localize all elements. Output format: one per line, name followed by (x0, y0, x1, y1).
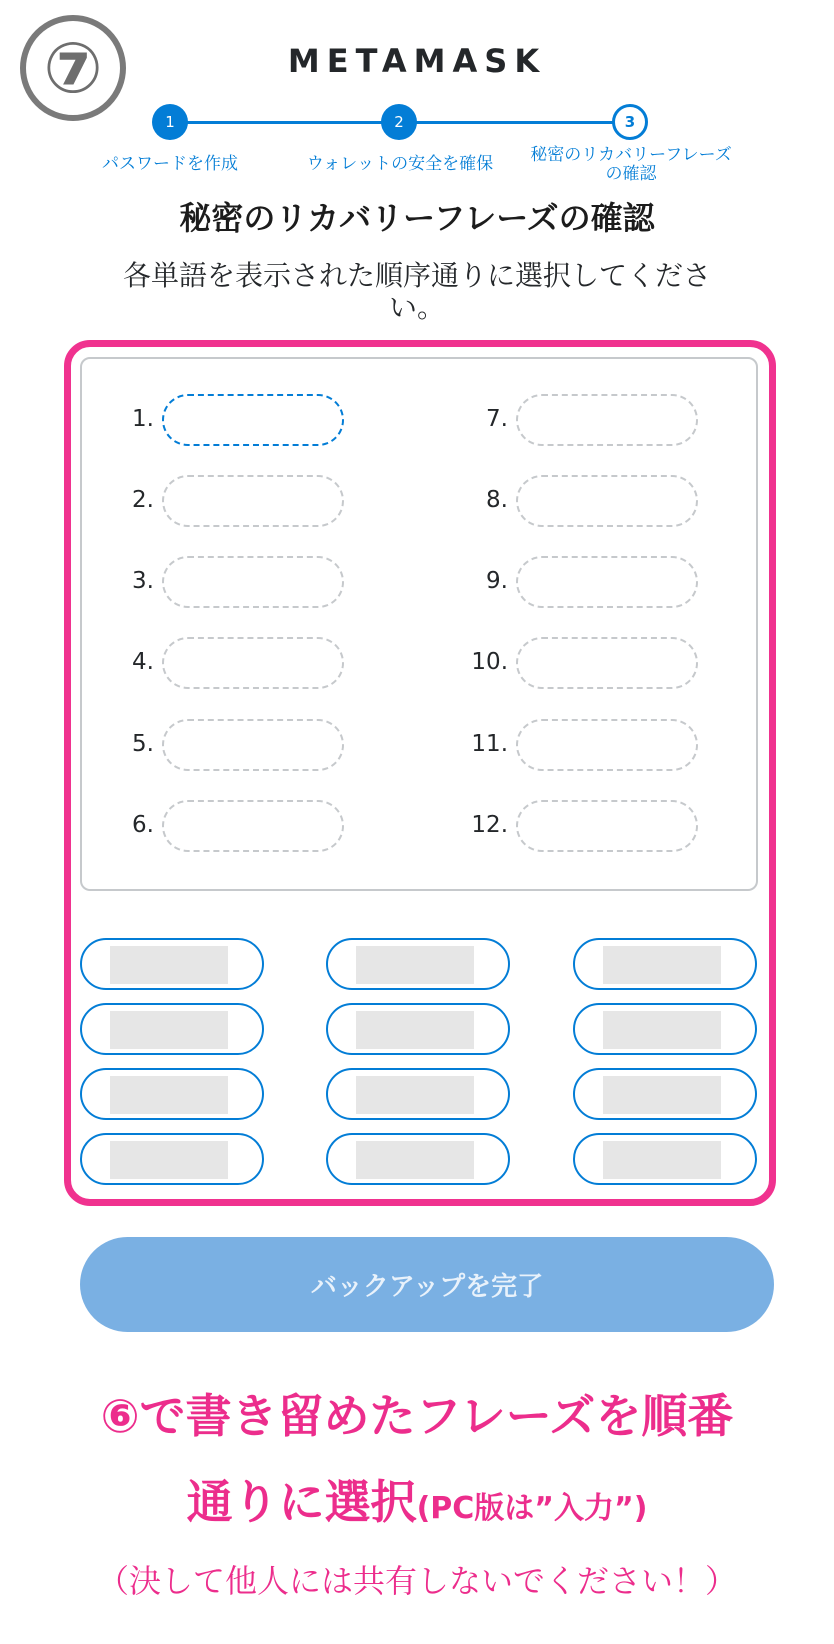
word-chip-1[interactable] (80, 938, 264, 990)
word-chip-6[interactable] (573, 1003, 757, 1055)
phrase-slot-12[interactable] (516, 800, 698, 852)
word-chip-9[interactable] (573, 1068, 757, 1120)
masked-word (110, 1076, 228, 1114)
word-chip-11[interactable] (326, 1133, 510, 1185)
slot-label-10: 10. (471, 649, 508, 675)
metamask-logo: METAMASK (287, 42, 547, 80)
step-dot-1: 1 (152, 104, 188, 140)
step-label-2: ウォレットの安全を確保 (306, 154, 494, 174)
masked-word (603, 1141, 721, 1179)
slot-label-6: 6. (132, 812, 154, 838)
phrase-slot-3[interactable] (162, 556, 344, 608)
slot-label-4: 4. (132, 649, 154, 675)
step-label-3-line2: の確認 (605, 164, 657, 184)
phrase-slot-1[interactable] (162, 394, 344, 446)
word-chip-2[interactable] (326, 938, 510, 990)
masked-word (110, 946, 228, 984)
phrase-slot-7[interactable] (516, 394, 698, 446)
masked-word (603, 946, 721, 984)
masked-word (110, 1141, 228, 1179)
instruction-line-1: 各単語を表示された順序通りに選択してくださ (122, 259, 711, 292)
word-chip-7[interactable] (80, 1068, 264, 1120)
phrase-slot-9[interactable] (516, 556, 698, 608)
masked-word (356, 946, 474, 984)
word-chip-4[interactable] (80, 1003, 264, 1055)
slot-label-3: 3. (132, 568, 154, 594)
slot-label-8: 8. (486, 487, 508, 513)
masked-word (356, 1011, 474, 1049)
slot-label-2: 2. (132, 487, 154, 513)
phrase-slot-5[interactable] (162, 719, 344, 771)
instruction-text (85, 260, 749, 324)
word-chip-8[interactable] (326, 1068, 510, 1120)
phrase-slot-6[interactable] (162, 800, 344, 852)
caption-main: 通りに選択 (186, 1475, 417, 1529)
step-dot-3: 3 (612, 104, 648, 140)
step-label-3 (516, 146, 746, 184)
word-chip-12[interactable] (573, 1133, 757, 1185)
caption-note: （決して他人には共有しないでください！） (96, 1562, 737, 1600)
word-chip-10[interactable] (80, 1133, 264, 1185)
step-number-badge: ⑦ (20, 15, 126, 121)
word-chip-3[interactable] (573, 938, 757, 990)
phrase-slot-4[interactable] (162, 637, 344, 689)
masked-word (356, 1076, 474, 1114)
step-dot-2: 2 (381, 104, 417, 140)
phrase-slot-10[interactable] (516, 637, 698, 689)
phrase-slot-8[interactable] (516, 475, 698, 527)
step-label-3-line1: 秘密のリカバリーフレーズ (530, 145, 732, 165)
masked-word (603, 1076, 721, 1114)
word-chip-5[interactable] (326, 1003, 510, 1055)
masked-word (110, 1011, 228, 1049)
caption-line-1: ⑥で書き留めたフレーズを順番 (100, 1389, 734, 1443)
page-title: 秘密のリカバリーフレーズの確認 (179, 199, 655, 237)
slot-label-11: 11. (471, 731, 508, 757)
slot-label-1: 1. (132, 406, 154, 432)
caption-line-2 (0, 1466, 834, 1532)
slot-label-9: 9. (486, 568, 508, 594)
slot-label-12: 12. (471, 812, 508, 838)
instruction-line-2: い。 (388, 291, 445, 324)
slot-label-7: 7. (486, 406, 508, 432)
slot-label-5: 5. (132, 731, 154, 757)
masked-word (356, 1141, 474, 1179)
complete-backup-button[interactable]: バックアップを完了 (80, 1237, 774, 1332)
step-label-1: パスワードを作成 (102, 154, 238, 174)
masked-word (603, 1011, 721, 1049)
phrase-slot-11[interactable] (516, 719, 698, 771)
caption-small: (PC版は”入力”) (416, 1491, 648, 1526)
phrase-slot-2[interactable] (162, 475, 344, 527)
